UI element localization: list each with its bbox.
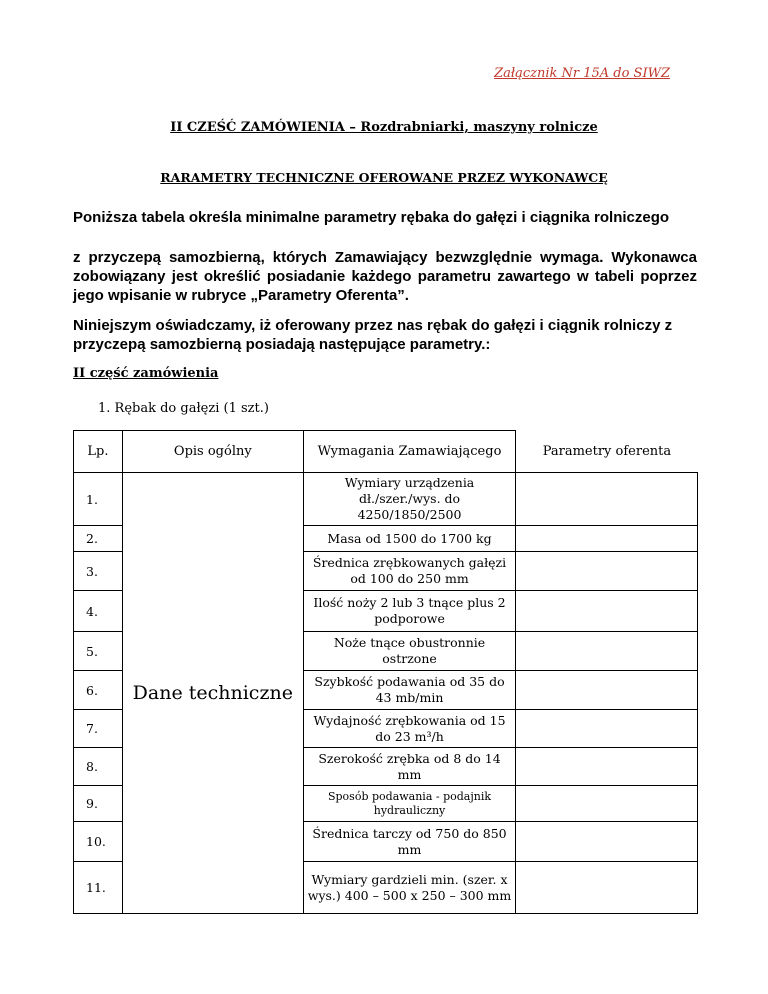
requirement-cell: Wydajność zrębkowania od 15 do 23 m³/h — [303, 710, 516, 748]
row-number: 11. — [74, 862, 123, 914]
header-opis: Opis ogólny — [122, 431, 303, 473]
intro-paragraph-2: z przyczepą samozbierną, których Zamawiający bezwzględnie wymaga. Wykonawca zobowiązany jest określić posiadanie każdego parametru zawartego w tabeli poprzez jego wpisanie w rubryce „Parametry Oferenta”. — [73, 249, 697, 304]
requirement-cell: Sposób podawania - podajnik hydrauliczny — [303, 786, 516, 822]
annex-label: Załącznik Nr 15A do SIWZ — [494, 66, 670, 81]
group-label: Dane techniczne — [122, 473, 303, 914]
section-label: II część zamówienia — [73, 366, 219, 381]
offer-param-cell[interactable] — [516, 591, 698, 632]
spec-table — [73, 430, 698, 914]
intro-paragraph-1: Poniższa tabela określa minimalne parametry rębaka do gałęzi i ciągnika rolniczego — [73, 209, 670, 226]
parameters-title: RARAMETRY TECHNICZNE OFEROWANE PRZEZ WYKONAWCĘ — [160, 170, 608, 185]
requirement-cell: Wymiary gardzieli min. (szer. x wys.) 400 – 500 x 250 – 300 mm — [303, 862, 516, 914]
row-number: 1. — [74, 473, 123, 526]
requirement-cell: Szerokość zrębka od 8 do 14 mm — [303, 748, 516, 786]
offer-param-cell[interactable] — [516, 632, 698, 671]
offer-param-cell[interactable] — [516, 862, 698, 914]
declaration-paragraph: Niniejszym oświadczamy, iż oferowany przez nas rębak do gałęzi i ciągnik rolniczy z przyczepą samozbierną posiadają następujące parametry.: — [73, 317, 673, 353]
requirement-cell: Wymiary urządzenia dł./szer./wys. do 4250/1850/2500 — [303, 473, 516, 526]
requirement-cell: Średnica zrębkowanych gałęzi od 100 do 250 mm — [303, 552, 516, 591]
part-title: II CZEŚĆ ZAMÓWIENIA – Rozdrabniarki, maszyny rolnicze — [170, 120, 598, 135]
offer-param-cell[interactable] — [516, 473, 698, 526]
header-offer-params: Parametry oferenta — [516, 431, 698, 473]
table-row — [74, 473, 698, 526]
offer-param-cell[interactable] — [516, 552, 698, 591]
row-number: 4. — [74, 591, 123, 632]
table-header-row — [74, 431, 698, 473]
offer-param-cell[interactable] — [516, 526, 698, 552]
requirement-cell: Średnica tarczy od 750 do 850 mm — [303, 822, 516, 862]
row-number: 3. — [74, 552, 123, 591]
list-item: 1. Rębak do gałęzi (1 szt.) — [98, 401, 269, 416]
row-number: 10. — [74, 822, 123, 862]
row-number: 9. — [74, 786, 123, 822]
offer-param-cell[interactable] — [516, 786, 698, 822]
header-lp: Lp. — [74, 431, 123, 473]
header-requirements: Wymagania Zamawiającego — [303, 431, 516, 473]
row-number: 2. — [74, 526, 123, 552]
requirement-cell: Masa od 1500 do 1700 kg — [303, 526, 516, 552]
row-number: 6. — [74, 671, 123, 710]
requirement-cell: Szybkość podawania od 35 do 43 mb/min — [303, 671, 516, 710]
row-number: 8. — [74, 748, 123, 786]
offer-param-cell[interactable] — [516, 748, 698, 786]
offer-param-cell[interactable] — [516, 710, 698, 748]
requirement-cell: Noże tnące obustronnie ostrzone — [303, 632, 516, 671]
row-number: 7. — [74, 710, 123, 748]
row-number: 5. — [74, 632, 123, 671]
offer-param-cell[interactable] — [516, 671, 698, 710]
requirement-cell: Ilość noży 2 lub 3 tnące plus 2 podporowe — [303, 591, 516, 632]
offer-param-cell[interactable] — [516, 822, 698, 862]
